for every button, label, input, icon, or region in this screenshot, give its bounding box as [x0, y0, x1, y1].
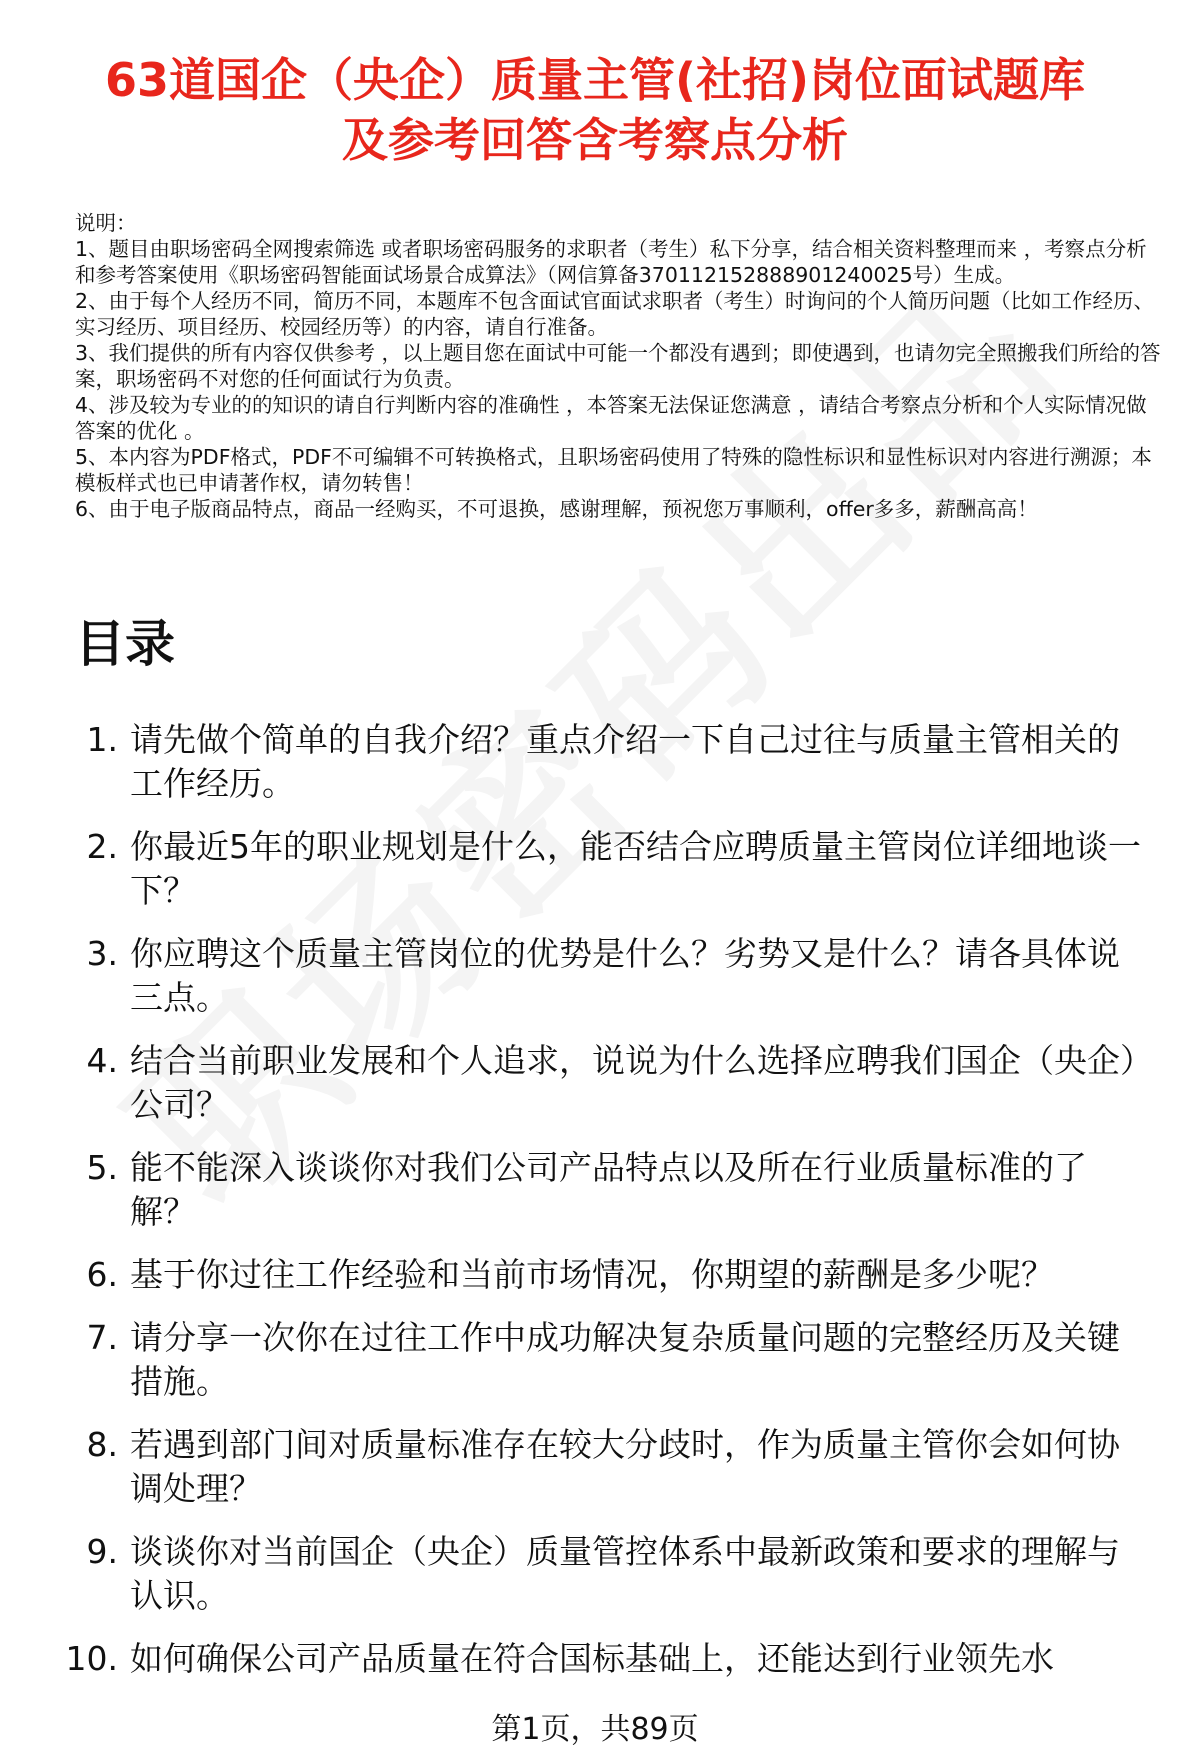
toc-heading: 目录: [75, 615, 175, 673]
toc-item-text: 谈谈你对当前国企（央企）质量管控体系中最新政策和要求的理解与认识。: [130, 1532, 1120, 1615]
toc-item[interactable]: [60, 932, 1170, 1020]
toc-item-text: 若遇到部门间对质量标准存在较大分歧时，作为质量主管你会如何协调处理？: [130, 1425, 1120, 1508]
toc-item-number: 9.: [86, 1532, 118, 1571]
toc-item-number: 1.: [86, 720, 118, 759]
toc-item[interactable]: [60, 718, 1170, 806]
toc-item-text: 你应聘这个质量主管岗位的优势是什么？劣势又是什么？请各具体说三点。: [130, 934, 1120, 1017]
instruction-item: 5、本内容为PDF格式，PDF不可编辑不可转换格式，且职场密码使用了特殊的隐性标识和显性标识对内容进行溯源；本模板样式也已申请著作权，请勿转售！: [75, 445, 1152, 495]
instruction-item: 2、由于每个人经历不同，简历不同，本题库不包含面试官面试求职者（考生）时询问的个人简历问题（比如工作经历、实习经历、项目经历、校园经历等）的内容，请自行准备。: [75, 289, 1155, 339]
instruction-item: 6、由于电子版商品特点，商品一经购买，不可退换，感谢理解，预祝您万事顺利，offer多多，薪酬高高！: [75, 497, 1038, 521]
toc-item-text: 你最近5年的职业规划是什么，能否结合应聘质量主管岗位详细地谈一下？: [130, 827, 1141, 910]
title-line-2: 及参考回答含考察点分析: [342, 113, 848, 167]
instructions-heading: 说明：: [75, 211, 137, 235]
toc-item-number: 4.: [86, 1041, 118, 1080]
instruction-item: 3、我们提供的所有内容仅供参考 ，以上题目您在面试中可能一个都没有遇到；即使遇到，也请勿完全照搬我们所给的答案，职场密码不对您的任何面试行为负责。: [75, 341, 1161, 391]
toc-item-number: 3.: [86, 934, 118, 973]
toc-item-text: 能不能深入谈谈你对我们公司产品特点以及所在行业质量标准的了解？: [130, 1148, 1087, 1231]
page-footer: 第1页，共89页: [491, 1712, 699, 1747]
toc-item-text: 如何确保公司产品质量在符合国标基础上，还能达到行业领先水: [130, 1639, 1054, 1678]
instruction-item: 1、题目由职场密码全网搜索筛选 或者职场密码服务的求职者（考生）私下分享，结合相关资料整理而来 ，考察点分析和参考答案使用《职场密码智能面试场景合成算法》（网信算备370112152888901240025号）生成。: [75, 237, 1147, 287]
toc-item-text: 结合当前职业发展和个人追求，说说为什么选择应聘我们国企（央企）公司？: [130, 1041, 1137, 1124]
title-line-1: 63道国企（央企）质量主管(社招)岗位面试题库: [104, 53, 1086, 107]
toc-item[interactable]: [60, 1423, 1170, 1511]
toc-item-number: 10.: [65, 1639, 118, 1678]
toc-item[interactable]: [60, 1146, 1170, 1234]
toc-item[interactable]: [60, 1039, 1170, 1127]
toc-item-number: 2.: [86, 827, 118, 866]
toc-item-number: 6.: [86, 1255, 118, 1294]
toc-item-text: 基于你过往工作经验和当前市场情况，你期望的薪酬是多少呢？: [130, 1255, 1054, 1294]
toc-item-number: 7.: [86, 1318, 118, 1357]
table-of-contents: [60, 718, 1170, 1700]
toc-item-number: 8.: [86, 1425, 118, 1464]
toc-item-text: 请先做个简单的自我介绍？重点介绍一下自己过往与质量主管相关的工作经历。: [130, 720, 1120, 803]
toc-item[interactable]: [60, 1316, 1170, 1404]
toc-item[interactable]: [60, 1253, 1170, 1297]
toc-item[interactable]: [60, 1637, 1170, 1681]
toc-item[interactable]: [60, 825, 1170, 913]
toc-item-number: 5.: [86, 1148, 118, 1187]
instruction-item: 4、涉及较为专业的的知识的请自行判断内容的准确性 ，本答案无法保证您满意 ，请结合考察点分析和个人实际情况做答案的优化 。: [75, 393, 1147, 443]
instructions-section: [75, 210, 1165, 522]
document-title: [40, 50, 1150, 170]
toc-item-text: 请分享一次你在过往工作中成功解决复杂质量问题的完整经历及关键措施。: [130, 1318, 1120, 1401]
toc-item[interactable]: [60, 1530, 1170, 1618]
